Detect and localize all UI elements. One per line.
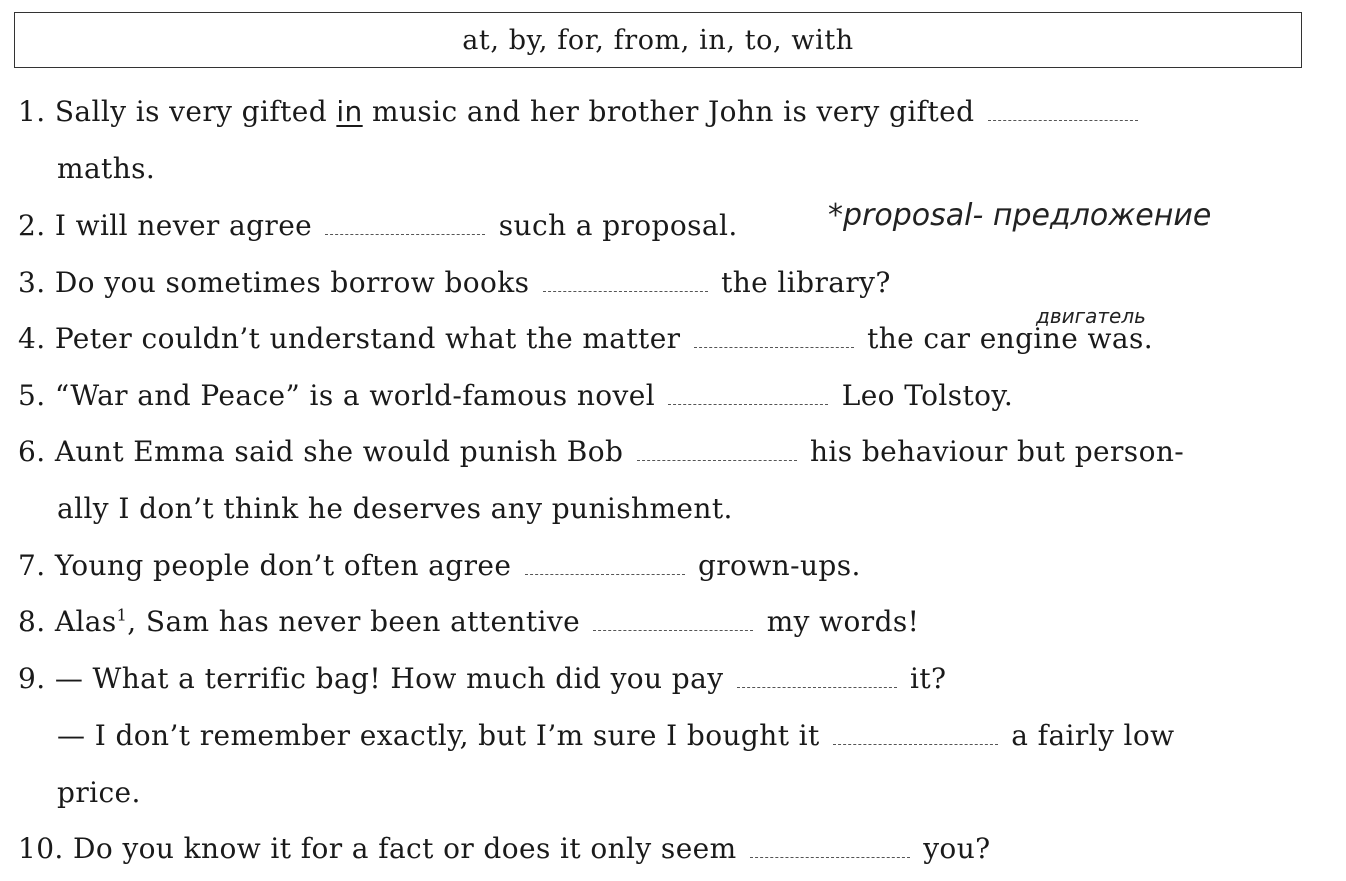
answer-blank[interactable] [988,100,1138,121]
answer-blank[interactable] [325,214,485,235]
exercise-item-1-cont [57,152,156,185]
item-text: it? [910,662,947,695]
footnote-marker: 1 [116,605,128,625]
item-text: a fairly low [1011,719,1175,752]
exercise-item-10 [18,832,991,865]
item-number: 4. [18,322,46,355]
item-text: Alas [54,605,117,638]
item-text: Do you sometimes borrow books [54,266,530,299]
item-text: — What a terrific bag! How much did you pay [54,662,724,695]
item-text: Aunt Emma said she would punish Bob [54,435,624,468]
item-number: 7. [18,549,46,582]
item-number: 9. [18,662,46,695]
item-text: such a proposal. [498,209,738,242]
exercise-item-9-cont [57,719,1175,752]
item-number: 10. [18,832,64,865]
exercise-item-9-cont2 [57,776,141,809]
item-text: my words! [766,605,920,638]
item-text: Sally is very gifted [54,95,328,128]
exercise-item-7 [18,549,861,582]
item-text: music and her brother John is very gifted [372,95,975,128]
item-text: maths. [57,152,156,185]
exercise-item-4 [18,322,1154,355]
item-number: 1. [18,95,46,128]
item-text: the car engine was. [867,322,1154,355]
item-text: Leo Tolstoy. [841,379,1014,412]
word-box [14,12,1302,68]
exercise-item-8 [18,605,920,638]
exercise-item-5 [18,379,1014,412]
item-number: 8. [18,605,46,638]
item-text: grown-ups. [697,549,861,582]
handwritten-note-proposal: *proposal- предложение [828,198,1212,233]
item-text: you? [923,832,991,865]
item-text: the library? [721,266,891,299]
item-text: price. [57,776,141,809]
answer-blank[interactable] [694,327,854,348]
answer-blank[interactable] [593,610,753,631]
exercise-item-1 [18,95,1142,128]
exercise-item-9 [18,662,947,695]
item-text: ally I don’t think he deserves any punishment. [57,492,733,525]
exercise-item-6-cont [57,492,733,525]
item-number: 3. [18,266,46,299]
answer-blank[interactable] [737,667,897,688]
item-text: “War and Peace” is a world-famous novel [54,379,656,412]
item-text: — I don’t remember exactly, but I’m sure I bought it [57,719,820,752]
item-number: 6. [18,435,46,468]
item-text: his behaviour but person- [809,435,1185,468]
exercise-item-2 [18,209,738,242]
word-box-text: at, by, for, from, in, to, with [462,24,854,56]
item-number: 2. [18,209,46,242]
handwritten-note-engine: двигатель [1036,304,1146,328]
answer-blank[interactable] [668,384,828,405]
item-text: I will never agree [54,209,313,242]
filled-answer: in [336,95,363,128]
item-text: , Sam has never been attentive [127,605,581,638]
item-number: 5. [18,379,46,412]
answer-blank[interactable] [525,554,685,575]
item-text: Peter couldn’t understand what the matter [54,322,681,355]
answer-blank[interactable] [543,271,708,292]
exercise-item-6 [18,435,1185,468]
exercise-item-3 [18,266,891,299]
answer-blank[interactable] [637,440,797,461]
item-text: Young people don’t often agree [54,549,512,582]
answer-blank[interactable] [833,724,998,745]
answer-blank[interactable] [750,837,910,858]
item-text: Do you know it for a fact or does it only seem [73,832,737,865]
